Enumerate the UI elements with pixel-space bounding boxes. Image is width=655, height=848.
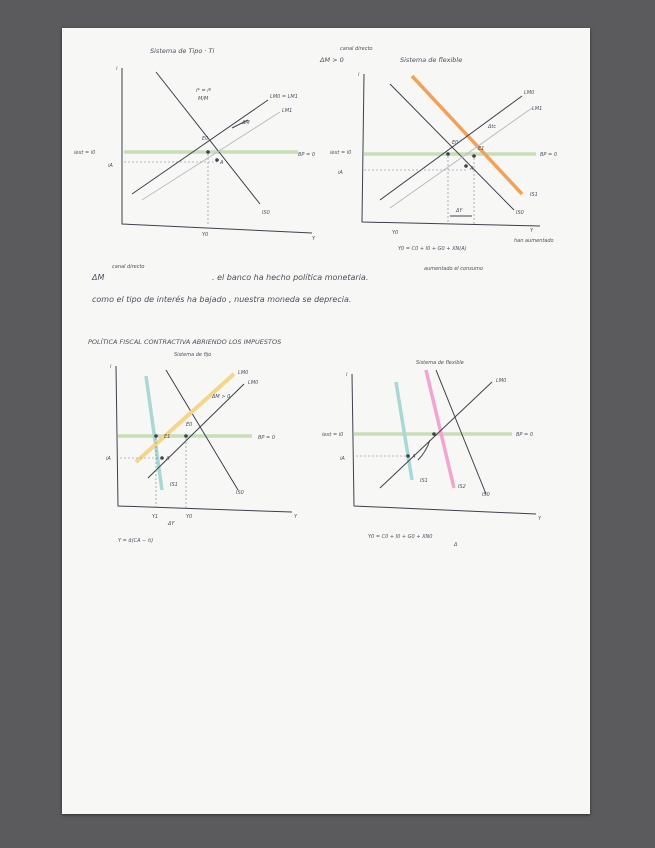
g2-point-e0	[446, 152, 450, 156]
handwritten-notes	[62, 28, 590, 814]
g1-mid-note: i* = iº	[196, 88, 212, 94]
g3-e1-label: E1	[164, 434, 171, 440]
g1-lm-label: LM0 = LM1	[270, 94, 298, 100]
g2-dy-label: ΔY	[456, 208, 463, 214]
g2-prefix-note: canal directo	[340, 46, 373, 52]
graph-flexible-exchange-fiscal	[322, 360, 542, 548]
line1-note: canal directo	[112, 264, 145, 270]
g4-is0-label: IS0	[482, 492, 490, 498]
g1-bp-label: BP = 0	[298, 152, 315, 158]
g1-ia-label: iA	[108, 163, 113, 169]
g1-lm1-curve	[142, 112, 280, 200]
g3-is1-label: IS1	[170, 482, 178, 488]
g2-ia-label: iA	[338, 170, 343, 176]
g2-is1-curve	[412, 76, 522, 194]
g2-axis-i: i	[358, 72, 360, 78]
g3-title: Sistema de fijo	[174, 352, 212, 358]
g4-eq-sub: Δ	[454, 542, 458, 548]
g1-dm-label: ΔM	[242, 120, 250, 126]
g1-is0-label: IS0	[262, 210, 270, 216]
g4-is1-label: IS1	[420, 478, 428, 484]
g2-is0-label: IS0	[516, 210, 524, 216]
g1-lm-curve	[132, 100, 268, 194]
g2-eq-note: han aumentado	[514, 238, 554, 244]
g3-dy-label: ΔY	[168, 521, 175, 527]
g2-point-a	[464, 164, 468, 168]
g1-a-label: A	[220, 160, 224, 166]
g3-axis-y: Y	[294, 514, 298, 520]
g2-a-label: A	[470, 166, 474, 172]
g2-iext-label: iext = i0	[330, 150, 352, 156]
g3-lm0-label: LM0	[248, 380, 259, 386]
g3-e0-label: E0	[186, 422, 193, 428]
g1-point-a	[215, 158, 219, 162]
line1-prefix: ΔM	[92, 273, 105, 282]
g2-is1-label: IS1	[530, 192, 538, 198]
g1-lm1-label: LM1	[282, 108, 293, 114]
g2-lm1-curve	[390, 108, 532, 208]
g3-point-e1	[154, 434, 158, 438]
graph-fixed-exchange-monetary	[74, 47, 316, 242]
g4-is2-label: IS2	[458, 484, 466, 490]
g4-lm0-label: LM0	[496, 378, 507, 384]
g2-lm0-curve	[380, 96, 522, 200]
g1-e0-label: E0	[202, 136, 209, 142]
explanation-text	[91, 264, 368, 304]
g2-e0-label: E0	[452, 140, 459, 146]
g2-equation: Y0 = C0 + I0 + G0 + XN(A)	[398, 246, 467, 252]
g2-y0-label: Y0	[392, 230, 399, 236]
g3-point-e0	[184, 434, 188, 438]
section-title: POLÍTICA FISCAL CONTRACTIVA ABRIENDO LOS IMPUESTOS	[88, 338, 282, 346]
g1-title: Sistema de Tipo · Ti	[150, 47, 215, 55]
g2-lm1-label: LM1	[532, 106, 543, 112]
g2-point-e1	[472, 154, 476, 158]
g4-ia-label: iA	[340, 456, 345, 462]
g1-axis-i: i	[116, 66, 118, 72]
g3-bp-label: BP = 0	[258, 435, 275, 441]
g3-axis-i: i	[110, 364, 112, 370]
g2-lm0-label: LM0	[524, 90, 535, 96]
g4-bp-label: BP = 0	[516, 432, 533, 438]
g2-dtc-label: Δtc	[488, 124, 497, 130]
g3-is0-curve	[166, 370, 238, 490]
g1-point-e0	[206, 150, 210, 154]
g4-point-a	[406, 454, 410, 458]
g3-is1-curve	[146, 376, 162, 490]
graph-fixed-exchange-fiscal	[106, 352, 298, 544]
g4-is0-curve	[436, 370, 486, 494]
g2-eq-sub: aumentado el consumo	[424, 266, 483, 272]
g3-y0-label: Y0	[186, 514, 193, 520]
g4-title: Sistema de flexible	[416, 360, 464, 366]
g2-axis-y: Y	[530, 228, 534, 234]
g4-point-e0	[432, 432, 436, 436]
g1-mid-note2: M/M	[198, 96, 209, 102]
g4-equation: Y0 = C0 + I0 + G0 + XN0	[368, 534, 433, 540]
g4-axis-i: i	[346, 372, 348, 378]
g2-title: Sistema de flexible	[400, 56, 463, 64]
line1-text: . el banco ha hecho política monetaria.	[212, 273, 369, 282]
notebook-page	[62, 28, 590, 814]
g1-iext-label: iext = i0	[74, 150, 96, 156]
g2-prefix: ΔM > 0	[320, 56, 344, 64]
g2-bp-label: BP = 0	[540, 152, 557, 158]
graph-flexible-exchange-monetary	[319, 46, 557, 272]
g4-axis-y: Y	[538, 516, 542, 522]
g3-y1-label: Y1	[152, 514, 159, 520]
g3-ia-label: iA	[106, 456, 111, 462]
g3-lm1-label: LM0	[238, 370, 249, 376]
g1-y0-label: Y0	[202, 232, 209, 238]
g3-dm-label: ΔM > 0	[212, 394, 231, 400]
g3-a-label: A	[166, 456, 170, 462]
g4-is2-curve	[426, 370, 454, 488]
g2-axes	[362, 74, 543, 226]
g4-a-label: A	[412, 454, 416, 460]
g3-is0-label: IS0	[236, 490, 244, 496]
g2-e1-label: E1	[478, 146, 485, 152]
g3-equation: Y = ᾱ(CA − ti)	[118, 538, 154, 544]
g4-iext-label: iext = i0	[322, 432, 344, 438]
line2-text: como el tipo de interés ha bajado , nuestra moneda se deprecia.	[92, 295, 352, 304]
g1-axis-y: Y	[312, 236, 316, 242]
